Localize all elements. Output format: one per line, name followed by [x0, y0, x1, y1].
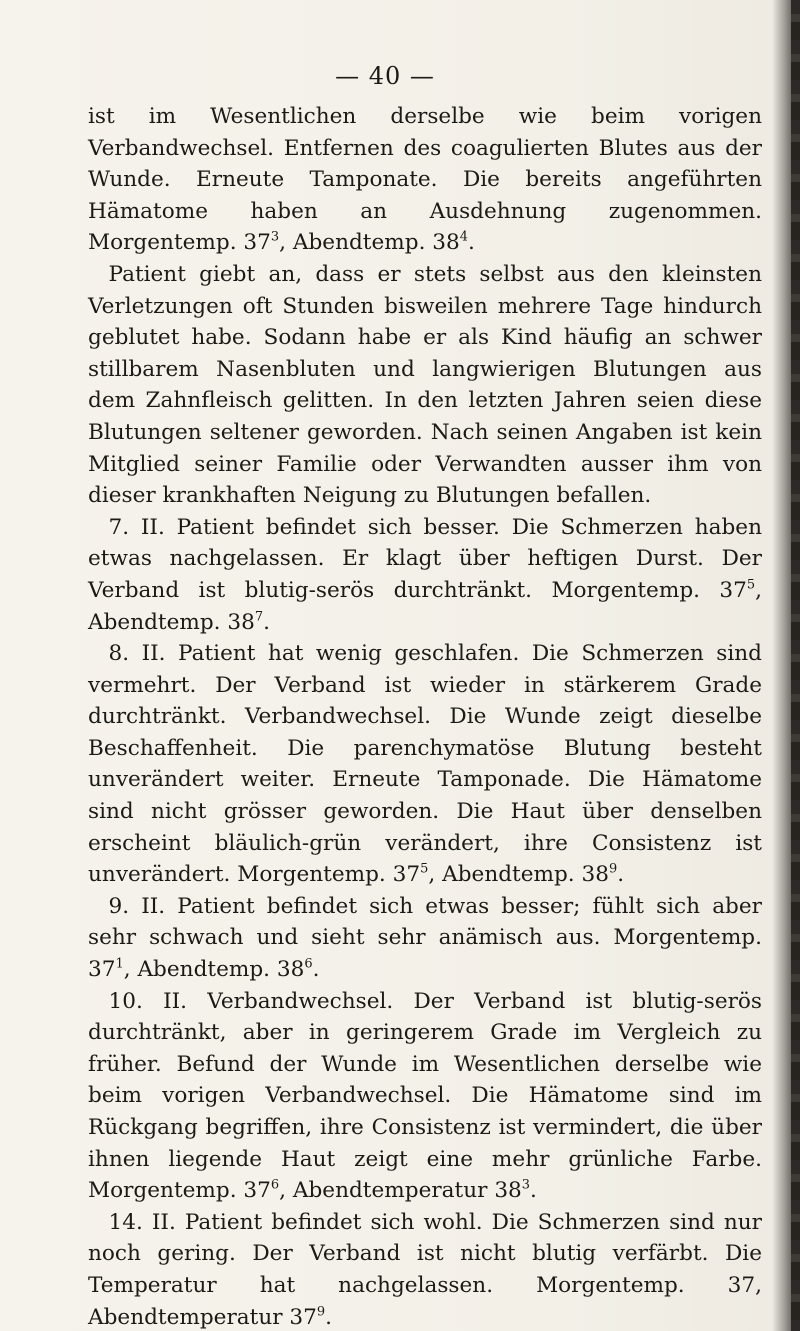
binding-edge — [791, 0, 800, 1331]
text-run: . — [530, 1178, 537, 1204]
text-run: . — [263, 609, 271, 635]
text-run: 8. II. Patient hat wenig geschlafen. Die Schmerzen sind vermehrt. Der Verband ist wieder in stärkerem Grade durchtränkt. Verbandwechsel. Die Wunde zeigt dieselbe Beschaffenheit. Die parenchymatöse Blutung besteht unverändert weiter. Erneute Tamponade. Die Hämatome sind nicht grösser geworden. Die Haut über denselben erscheint bläulich-grün verändert, ihre Consistenz ist unverändert. Morgentemp. 37 — [88, 641, 762, 888]
paragraph — [88, 638, 762, 891]
superscript-decimal: 1 — [115, 956, 124, 972]
superscript-decimal: 7 — [254, 609, 264, 625]
text-run: 14. II. Patient befindet sich wohl. Die Schmerzen sind nur noch gering. Der Verband ist nicht blutig verfärbt. Die Temperatur hat nachgelassen. Morgentemp. 37, Abendtemperatur 37 — [88, 1209, 762, 1330]
text-run: . — [617, 862, 625, 888]
superscript-decimal: 6 — [270, 1177, 280, 1193]
text-run: 9. II. Patient befindet sich etwas besser; fühlt sich aber sehr schwach und sieht sehr anämisch aus. Morgentemp. 37 — [88, 893, 762, 983]
superscript-decimal: 6 — [304, 956, 313, 972]
superscript-decimal: 3 — [270, 229, 280, 245]
paragraph — [88, 1207, 762, 1331]
text-run: , Abendtemp. 38 — [279, 230, 460, 256]
paragraph — [88, 259, 762, 512]
paragraph — [88, 512, 762, 638]
paragraph — [88, 891, 762, 986]
text-run: 10. II. Verbandwechsel. Der Verband ist blutig-serös durchtränkt, aber in geringerem Grade im Vergleich zu früher. Befund der Wunde im Wesentlichen derselbe wie beim vorigen Verbandwechsel. Die Hämatome sind im Rückgang begriffen, ihre Consistenz ist vermindert, die über ihnen liegende Haut zeigt eine mehr grünliche Farbe. Morgentemp. 37 — [88, 988, 762, 1204]
text-run: . — [312, 957, 320, 983]
text-run: . — [325, 1304, 333, 1330]
superscript-decimal: 5 — [746, 577, 756, 593]
body-text — [88, 101, 762, 1331]
superscript-decimal: 4 — [459, 229, 469, 245]
paragraph — [88, 101, 762, 259]
text-run: , Abendtemp. 38 — [123, 957, 305, 983]
text-run: 7. II. Patient befindet sich besser. Die Schmerzen haben etwas nachgelassen. Er klagt über heftigen Durst. Der Verband ist blutig-serös durchtränkt. Morgentemp. 37 — [88, 514, 762, 603]
text-run: . — [468, 230, 475, 256]
text-run: Patient giebt an, dass er stets selbst aus den kleinsten Verletzungen oft Stunden bisweilen mehrere Tage hindurch geblutet habe. Sodann habe er als Kind häufig an schwer stillbarem Nasenbluten und langwierigen Blutungen aus dem Zahnfleisch gelitten. In den letzten Jahren seien diese Blutungen seltener geworden. Nach seinen Angaben ist kein Mitglied seiner Familie oder Verwandten ausser ihm von dieser krankhaften Neigung zu Blutungen befallen. — [88, 261, 762, 509]
superscript-decimal: 5 — [420, 861, 429, 877]
page-number: — 40 — — [335, 62, 435, 90]
text-run: , Abendtemp. 38 — [428, 862, 610, 888]
text-run: , Abendtemp. 38 — [88, 577, 762, 635]
text-run: ist im Wesentlichen derselbe wie beim vorigen Verbandwechsel. Entfernen des coagulierten Blutes aus der Wunde. Erneute Tamponate. Die bereits angeführten Hämatome haben an Ausdehnung zugenommen. Morgentemp. 37 — [88, 104, 762, 256]
paragraph — [88, 986, 762, 1207]
superscript-decimal: 9 — [316, 1304, 326, 1320]
text-run: , Abendtemperatur 38 — [279, 1178, 522, 1204]
superscript-decimal: 9 — [609, 861, 618, 877]
superscript-decimal: 3 — [521, 1177, 531, 1193]
